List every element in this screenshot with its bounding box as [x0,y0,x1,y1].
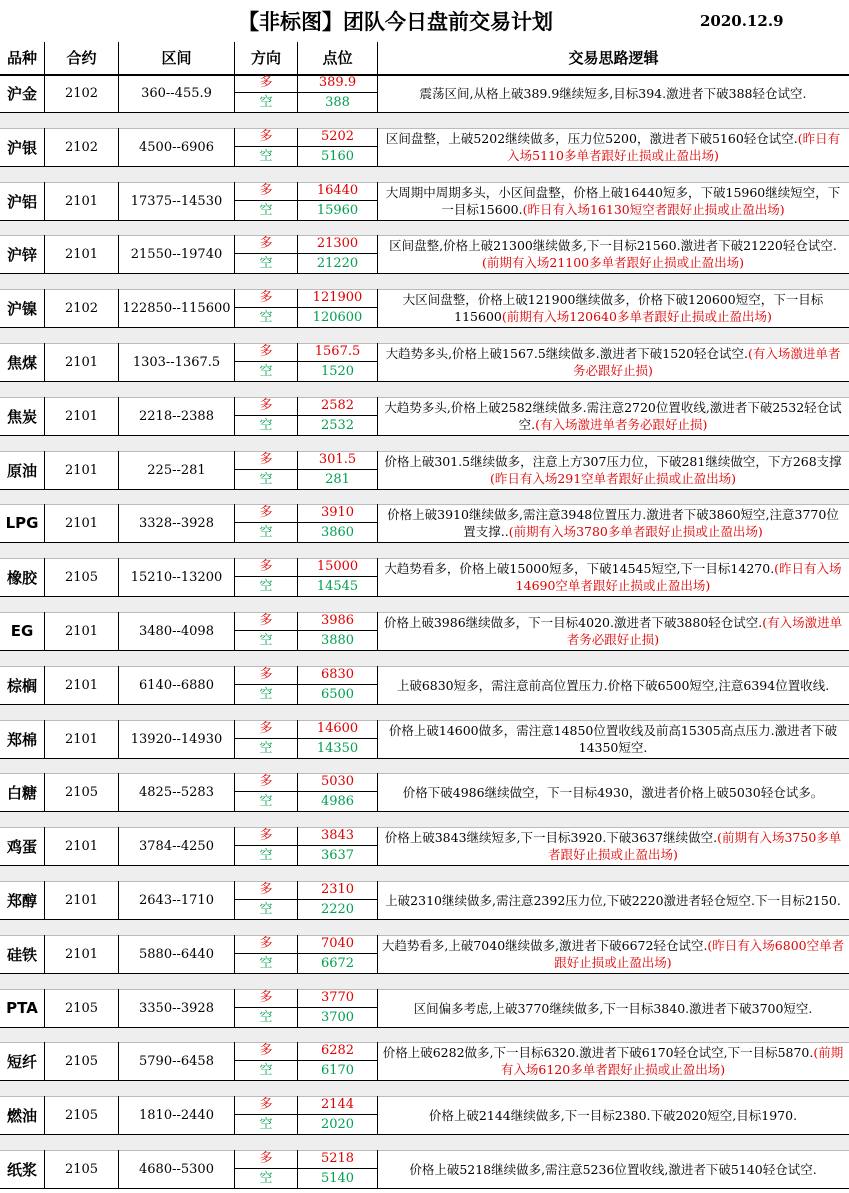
short-label: 空 [259,310,273,325]
logic-text: 大趋势多头,价格上破2582继续做多.需注意2720位置收线,激进者下破2532轻仓试空. [384,400,842,432]
short-label: 空 [259,1010,273,1025]
table-row [0,773,849,812]
range-cell: 3480--4098 [119,612,235,650]
header-logic: 交易思路逻辑 [568,49,659,67]
logic-cell [378,720,848,758]
range-cell: 17375--14530 [119,182,235,220]
short-label: 空 [259,794,273,809]
logic-text: 大趋势看多，价格上破15000短多，下破14545短空,下一目标14270. [384,561,775,576]
points-cell [298,881,378,919]
table-row [0,128,849,167]
contract-cell: 2102 [45,289,119,327]
range-cell: 15210--13200 [119,558,235,596]
position-note: (昨日有入场6800空单者跟好止损或止盈出场) [554,938,845,970]
long-point: 2310 [298,881,377,900]
logic-text: 震荡区间,从格上破389.9继续短多,目标394.激进者下破388轻仓试空. [419,85,807,101]
long-label: 多 [235,827,297,846]
short-point: 15960 [316,203,359,218]
logic-cell [378,612,848,650]
long-label: 多 [235,666,297,685]
long-label: 多 [235,1096,297,1115]
row-separator [0,113,849,129]
logic-cell [378,1096,848,1134]
direction-cell [235,1150,298,1188]
row-separator [0,167,849,183]
short-label: 空 [259,956,273,971]
logic-cell [378,74,848,112]
range-cell: 4680--5300 [119,1150,235,1188]
short-label: 空 [259,472,273,487]
short-label: 空 [259,256,273,271]
table-row [0,1042,849,1081]
contract-cell: 2105 [45,1150,119,1188]
table-row [0,558,849,597]
product-cell: 纸浆 [0,1150,45,1188]
row-separator [0,328,849,344]
long-point: 6830 [298,666,377,685]
page-title: 【非标图】团队今日盘前交易计划 [238,10,553,34]
position-note: (前期有入场6120多单者跟好止损或止盈出场) [500,1045,844,1077]
direction-cell [235,74,298,112]
points-cell [298,397,378,435]
row-separator [0,274,849,290]
row-separator [0,1081,849,1097]
short-label: 空 [259,525,273,540]
logic-text: 价格下破4986继续做空，下一目标4930，激进者价格上破5030轻仓试多。 [402,784,824,800]
short-label: 空 [259,579,273,594]
long-label: 多 [235,397,297,416]
header-direction: 方向 [235,42,298,74]
row-separator [0,812,849,828]
table-row [0,397,849,436]
range-cell: 13920--14930 [119,720,235,758]
direction-cell [235,128,298,166]
logic-text: 价格上破301.5继续做多，注意上方307压力位，下破281继续做空，下方268支撑 [384,454,842,469]
long-point: 3910 [298,504,377,523]
position-note: (昨日有入场16130短空者跟好止损或止盈出场) [522,202,785,217]
logic-cell [378,504,848,542]
long-point: 14600 [298,720,377,739]
short-point: 14545 [316,579,359,594]
long-point: 301.5 [298,451,377,470]
table-row [0,612,849,651]
product-cell: EG [0,612,45,650]
contract-cell: 2101 [45,235,119,273]
short-label: 空 [259,848,273,863]
short-label: 空 [259,741,273,756]
contract-cell: 2101 [45,612,119,650]
direction-cell [235,989,298,1027]
range-cell: 5790--6458 [119,1042,235,1080]
header-points: 点位 [298,42,378,74]
contract-cell: 2105 [45,1042,119,1080]
direction-cell [235,235,298,273]
direction-cell [235,1042,298,1080]
contract-cell: 2101 [45,666,119,704]
short-label: 空 [259,633,273,648]
short-label: 空 [259,364,273,379]
contract-cell: 2101 [45,451,119,489]
table-row [0,720,849,759]
position-note: (昨日有入场291空单者跟好止损或止盈出场) [489,471,737,486]
long-label: 多 [235,720,297,739]
row-separator [0,974,849,990]
short-point: 3700 [320,1010,355,1025]
logic-text: 价格上破3910继续做多,需注意3948位置压力.激进者下破3860短空,注意3770位置支撑.. [387,507,839,539]
points-cell [298,451,378,489]
row-separator [0,543,849,559]
position-note: (有入场激进单者务必跟好止损) [566,615,843,647]
position-note: (前期有入场3780多单者跟好止损或止盈出场) [508,524,763,539]
product-cell: 鸡蛋 [0,827,45,865]
long-point: 389.9 [298,74,377,93]
long-label: 多 [235,881,297,900]
logic-cell [378,397,848,435]
short-label: 空 [259,203,273,218]
short-point: 3637 [320,848,355,863]
table-row [0,1150,849,1189]
direction-cell [235,612,298,650]
short-label: 空 [259,902,273,917]
points-cell [298,1150,378,1188]
position-note: (前期有入场120640多单者跟好止损或止盈出场) [501,309,772,324]
short-point: 5140 [320,1171,355,1186]
long-label: 多 [235,935,297,954]
points-cell [298,235,378,273]
long-point: 15000 [298,558,377,577]
table-row [0,989,849,1028]
title-bar [0,0,849,43]
logic-text: 价格上破3986继续做多，下一目标4020.激进者下破3880轻仓试空. [383,615,763,630]
position-note: (有入场激进单者务必跟好止损) [573,346,841,378]
range-cell: 3328--3928 [119,504,235,542]
logic-cell [378,881,848,919]
range-cell: 3350--3928 [119,989,235,1027]
long-label: 多 [235,128,297,147]
logic-cell [378,343,848,381]
direction-cell [235,666,298,704]
long-label: 多 [235,773,297,792]
direction-cell [235,881,298,919]
long-label: 多 [235,235,297,254]
contract-cell: 2101 [45,881,119,919]
logic-text: 大周期中周期多头，小区间盘整，价格上破16440短多，下破15960继续短空，下一目标15600. [385,185,841,217]
points-cell [298,720,378,758]
product-cell: LPG [0,504,45,542]
contract-cell: 2101 [45,935,119,973]
product-cell: 硅铁 [0,935,45,973]
position-note: (昨日有入场5110多单者跟好止损或止盈出场) [507,131,841,163]
logic-cell [378,1150,848,1188]
table-row [0,74,849,113]
direction-cell [235,343,298,381]
product-cell: 沪银 [0,128,45,166]
row-separator [0,1028,849,1043]
product-cell: 橡胶 [0,558,45,596]
short-point: 2220 [320,902,355,917]
short-label: 空 [259,687,273,702]
direction-cell [235,504,298,542]
logic-cell [378,989,848,1027]
contract-cell: 2101 [45,343,119,381]
table-row [0,504,849,543]
long-label: 多 [235,989,297,1008]
contract-cell: 2105 [45,989,119,1027]
long-point: 3770 [298,989,377,1008]
long-point: 6282 [298,1042,377,1061]
logic-cell [378,773,848,811]
long-label: 多 [235,1150,297,1169]
logic-cell [378,666,848,704]
header-contract: 合约 [45,42,119,74]
header-range: 区间 [119,42,235,74]
logic-text: 价格上破2144继续做多,下一目标2380.下破2020短空,目标1970. [428,1107,798,1123]
direction-cell [235,720,298,758]
points-cell [298,1042,378,1080]
product-cell: 焦炭 [0,397,45,435]
product-cell: 郑棉 [0,720,45,758]
table-row [0,343,849,382]
contract-cell: 2105 [45,773,119,811]
direction-cell [235,773,298,811]
position-note: (有入场激进单者务必跟好止损) [535,417,708,432]
row-separator [0,705,849,721]
range-cell: 3784--4250 [119,827,235,865]
logic-text: 区间盘整，上破5202继续做多，压力位5200，激进者下破5160轻仓试空. [385,131,798,146]
contract-cell: 2101 [45,182,119,220]
row-separator [0,221,849,236]
range-cell: 4500--6906 [119,128,235,166]
table-row [0,881,849,920]
long-point: 5202 [298,128,377,147]
logic-cell [378,182,848,220]
long-point: 5218 [298,1150,377,1169]
points-cell [298,989,378,1027]
contract-cell: 2102 [45,128,119,166]
short-point: 4986 [320,794,355,809]
product-cell: 白糖 [0,773,45,811]
short-point: 21220 [316,256,359,271]
long-label: 多 [235,451,297,470]
logic-text: 价格上破6282做多,下一目标6320.激进者下破6170轻仓试空,下一目标5870. [382,1045,814,1060]
row-separator [0,920,849,936]
long-point: 3843 [298,827,377,846]
product-cell: PTA [0,989,45,1027]
short-label: 空 [259,149,273,164]
long-point: 2582 [298,397,377,416]
points-cell [298,666,378,704]
long-point: 1567.5 [298,343,377,362]
product-cell: 燃油 [0,1096,45,1134]
row-separator [0,490,849,505]
points-cell [298,935,378,973]
short-label: 空 [259,1117,273,1132]
short-label: 空 [259,418,273,433]
contract-cell: 2101 [45,827,119,865]
product-cell: 棕榈 [0,666,45,704]
short-point: 388 [325,95,350,110]
long-point: 121900 [298,289,377,308]
logic-text: 大区间盘整，价格上破121900继续做多，价格下破120600短空，下一目标115600 [402,292,824,324]
direction-cell [235,935,298,973]
logic-cell [378,289,848,327]
long-label: 多 [235,289,297,308]
logic-cell [378,1042,848,1080]
row-separator [0,651,849,667]
product-cell: 原油 [0,451,45,489]
short-point: 6672 [320,956,355,971]
range-cell: 4825--5283 [119,773,235,811]
direction-cell [235,397,298,435]
short-label: 空 [259,1063,273,1078]
table-row [0,666,849,705]
table-row [0,235,849,274]
short-point: 281 [325,472,350,487]
logic-text: 价格上破3843继续短多,下一目标3920.下破3637继续做空. [384,830,718,845]
contract-cell: 2101 [45,720,119,758]
position-note: (昨日有入场14690空单者跟好止损或止盈出场) [515,561,842,593]
table-row [0,827,849,866]
row-separator [0,759,849,774]
logic-cell [378,558,848,596]
direction-cell [235,289,298,327]
long-label: 多 [235,558,297,577]
long-label: 多 [235,343,297,362]
logic-text: 上破6830短多，需注意前高位置压力.价格下破6500短空,注意6394位置收线. [396,677,830,693]
long-label: 多 [235,74,297,93]
range-cell: 225--281 [119,451,235,489]
logic-cell [378,827,848,865]
short-point: 6170 [320,1063,355,1078]
logic-text: 区间盘整,价格上破21300继续做多,下一目标21560.激进者下破21220轻仓试空. [389,238,837,253]
logic-text: 区间偏多考虑,上破3770继续做多,下一目标3840.激进者下破3700短空. [413,1000,813,1016]
product-cell: 沪镍 [0,289,45,327]
table-row [0,289,849,328]
row-separator [0,382,849,398]
row-separator [0,436,849,452]
table-row [0,1096,849,1135]
contract-cell: 2105 [45,1096,119,1134]
short-point: 5160 [320,149,355,164]
long-point: 16440 [298,182,377,201]
product-cell: 沪锌 [0,235,45,273]
points-cell [298,827,378,865]
range-cell: 6140--6880 [119,666,235,704]
row-separator [0,597,849,613]
short-point: 2020 [320,1117,355,1132]
long-point: 21300 [298,235,377,254]
short-point: 14350 [316,741,359,756]
points-cell [298,1096,378,1134]
short-point: 2532 [320,418,355,433]
long-point: 2144 [298,1096,377,1115]
range-cell: 5880--6440 [119,935,235,973]
range-cell: 2218--2388 [119,397,235,435]
long-label: 多 [235,1042,297,1061]
logic-text: 价格上破5218继续做多,需注意5236位置收线,激进者下破5140轻仓试空. [409,1161,817,1177]
table-row [0,451,849,490]
points-cell [298,773,378,811]
range-cell: 360--455.9 [119,74,235,112]
direction-cell [235,558,298,596]
points-cell [298,343,378,381]
points-cell [298,504,378,542]
range-cell: 122850--115600 [119,289,235,327]
points-cell [298,128,378,166]
contract-cell: 2101 [45,397,119,435]
product-cell: 沪铝 [0,182,45,220]
table-row [0,182,849,221]
product-cell: 沪金 [0,74,45,112]
points-cell [298,182,378,220]
position-note: (前期有入场21100多单者跟好止损或止盈出场) [481,255,745,270]
logic-cell [378,128,848,166]
short-label: 空 [259,95,273,110]
contract-cell: 2102 [45,74,119,112]
direction-cell [235,827,298,865]
product-cell: 郑醇 [0,881,45,919]
long-point: 5030 [298,773,377,792]
logic-text: 大趋势看多,上破7040继续做多,激进者下破6672轻仓试空. [381,938,708,953]
product-cell: 短纤 [0,1042,45,1080]
logic-text: 大趋势多头,价格上破1567.5继续做多.激进者下破1520轻仓试空. [385,346,749,361]
direction-cell [235,1096,298,1134]
short-point: 3880 [320,633,355,648]
logic-text: 价格上破14600做多，需注意14850位置收线及前高15305高点压力.激进者下破14350短空. [388,723,838,755]
points-cell [298,289,378,327]
table-header [0,42,849,76]
long-point: 7040 [298,935,377,954]
range-cell: 21550--19740 [119,235,235,273]
plan-date: 2020.12.9 [700,12,784,30]
range-cell: 2643--1710 [119,881,235,919]
long-label: 多 [235,504,297,523]
long-point: 3986 [298,612,377,631]
points-cell [298,612,378,650]
logic-cell [378,235,848,273]
logic-cell [378,935,848,973]
direction-cell [235,451,298,489]
logic-cell [378,451,848,489]
contract-cell: 2101 [45,504,119,542]
logic-text: 上破2310继续做多,需注意2392压力位,下破2220激进者轻仓短空.下一目标2150. [385,892,841,908]
short-point: 120600 [312,310,363,325]
row-separator [0,866,849,882]
direction-cell [235,182,298,220]
long-label: 多 [235,612,297,631]
row-separator [0,1135,849,1151]
short-point: 1520 [320,364,355,379]
points-cell [298,74,378,112]
long-label: 多 [235,182,297,201]
short-point: 6500 [320,687,355,702]
range-cell: 1810--2440 [119,1096,235,1134]
table-row [0,935,849,974]
position-note: (前期有入场3750多单者跟好止损或止盈出场) [548,830,842,862]
short-label: 空 [259,1171,273,1186]
short-point: 3860 [320,525,355,540]
header-product: 品种 [0,42,45,74]
points-cell [298,558,378,596]
product-cell: 焦煤 [0,343,45,381]
range-cell: 1303--1367.5 [119,343,235,381]
contract-cell: 2105 [45,558,119,596]
